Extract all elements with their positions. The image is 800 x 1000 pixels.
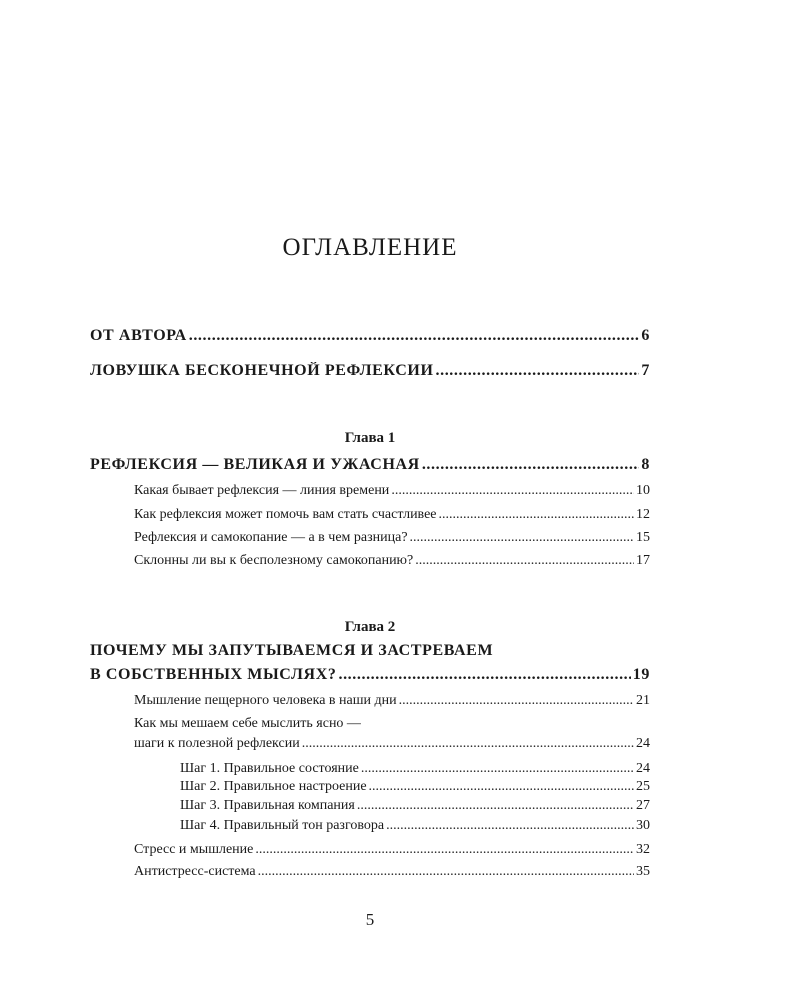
entry-title: В СОБСТВЕННЫХ МЫСЛЯХ? [90,666,337,683]
entry-page: 8 [641,456,650,473]
entry-title: Мышление пещерного человека в наши дни [134,693,397,708]
toc-entry-section[interactable] [134,553,650,569]
entry-page: 25 [636,779,650,794]
entry-title: Склонны ли вы к бесполезному самокопанию? [134,553,414,568]
dot-leader [422,456,640,474]
toc-entry-step[interactable] [180,818,650,834]
dot-leader [189,327,640,345]
entry-title: Антистресс-система [134,864,256,879]
entry-title: Шаг 2. Правильное настроение [180,779,367,794]
entry-title: Как рефлексия может помочь вам стать счастливее [134,507,437,522]
toc-entry-section[interactable] [134,842,650,858]
toc-entry-chapter-1[interactable] [90,456,650,474]
dot-leader [436,362,640,380]
entry-page: 12 [636,507,650,522]
entry-title: Стресс и мышление [134,842,254,857]
entry-page: 7 [641,362,650,379]
toc-entry-section[interactable] [134,864,650,880]
dot-leader [357,798,634,814]
entry-page: 19 [632,666,650,683]
entry-page: 35 [636,864,650,879]
toc-entry-section[interactable] [134,483,650,499]
entry-page: 21 [636,693,650,708]
entry-page: 17 [636,553,650,568]
entry-page: 32 [636,842,650,857]
dot-leader [391,483,634,499]
chapter-2-label: Глава 2 [344,619,396,635]
chapter-1-label: Глава 1 [344,430,396,446]
dot-leader [369,779,634,795]
dot-leader [302,736,634,752]
dot-leader [410,530,634,546]
dot-leader [386,818,634,834]
toc-entry-reflection-trap[interactable] [90,362,650,380]
toc-entry-step[interactable] [180,779,650,795]
toc-entry-section[interactable] [134,530,650,546]
entry-title: Шаг 4. Правильный тон разговора [180,818,385,833]
dot-leader [415,553,634,569]
entry-title: ЛОВУШКА БЕСКОНЕЧНОЙ РЕФЛЕКСИИ [90,362,434,379]
entry-title: Какая бывает рефлексия — линия времени [134,483,390,498]
entry-page: 27 [636,798,650,813]
dot-leader [361,761,634,777]
toc-entry-chapter-2[interactable] [90,666,650,684]
toc-entry-step[interactable] [180,761,650,777]
entry-title: Рефлексия и самокопание — а в чем разница? [134,530,408,545]
page-number: 5 [365,910,375,929]
toc-entry-section[interactable] [134,507,650,523]
toc-entry-from-author[interactable] [90,327,650,345]
dot-leader [439,507,634,523]
toc-heading: ОГЛАВЛЕНИЕ [282,234,458,261]
dot-leader [338,666,630,684]
section-title-line1[interactable]: Как мы мешаем себе мыслить ясно — [134,716,361,731]
entry-title: Шаг 3. Правильная компания [180,798,355,813]
chapter-2-title-line1[interactable]: ПОЧЕМУ МЫ ЗАПУТЫВАЕМСЯ И ЗАСТРЕВАЕМ [90,642,494,659]
entry-title: ОТ АВТОРА [90,327,187,344]
dot-leader [258,864,634,880]
entry-page: 30 [636,818,650,833]
entry-title: РЕФЛЕКСИЯ — ВЕЛИКАЯ И УЖАСНАЯ [90,456,420,473]
entry-page: 6 [641,327,650,344]
dot-leader [399,693,634,709]
entry-title: шаги к полезной рефлексии [134,736,300,751]
toc-entry-section[interactable] [134,736,650,752]
dot-leader [255,842,634,858]
toc-entry-step[interactable] [180,798,650,814]
entry-page: 15 [636,530,650,545]
entry-page: 24 [636,761,650,776]
entry-page: 24 [636,736,650,751]
entry-title: Шаг 1. Правильное состояние [180,761,359,776]
toc-entry-section[interactable] [134,693,650,709]
entry-page: 10 [636,483,650,498]
